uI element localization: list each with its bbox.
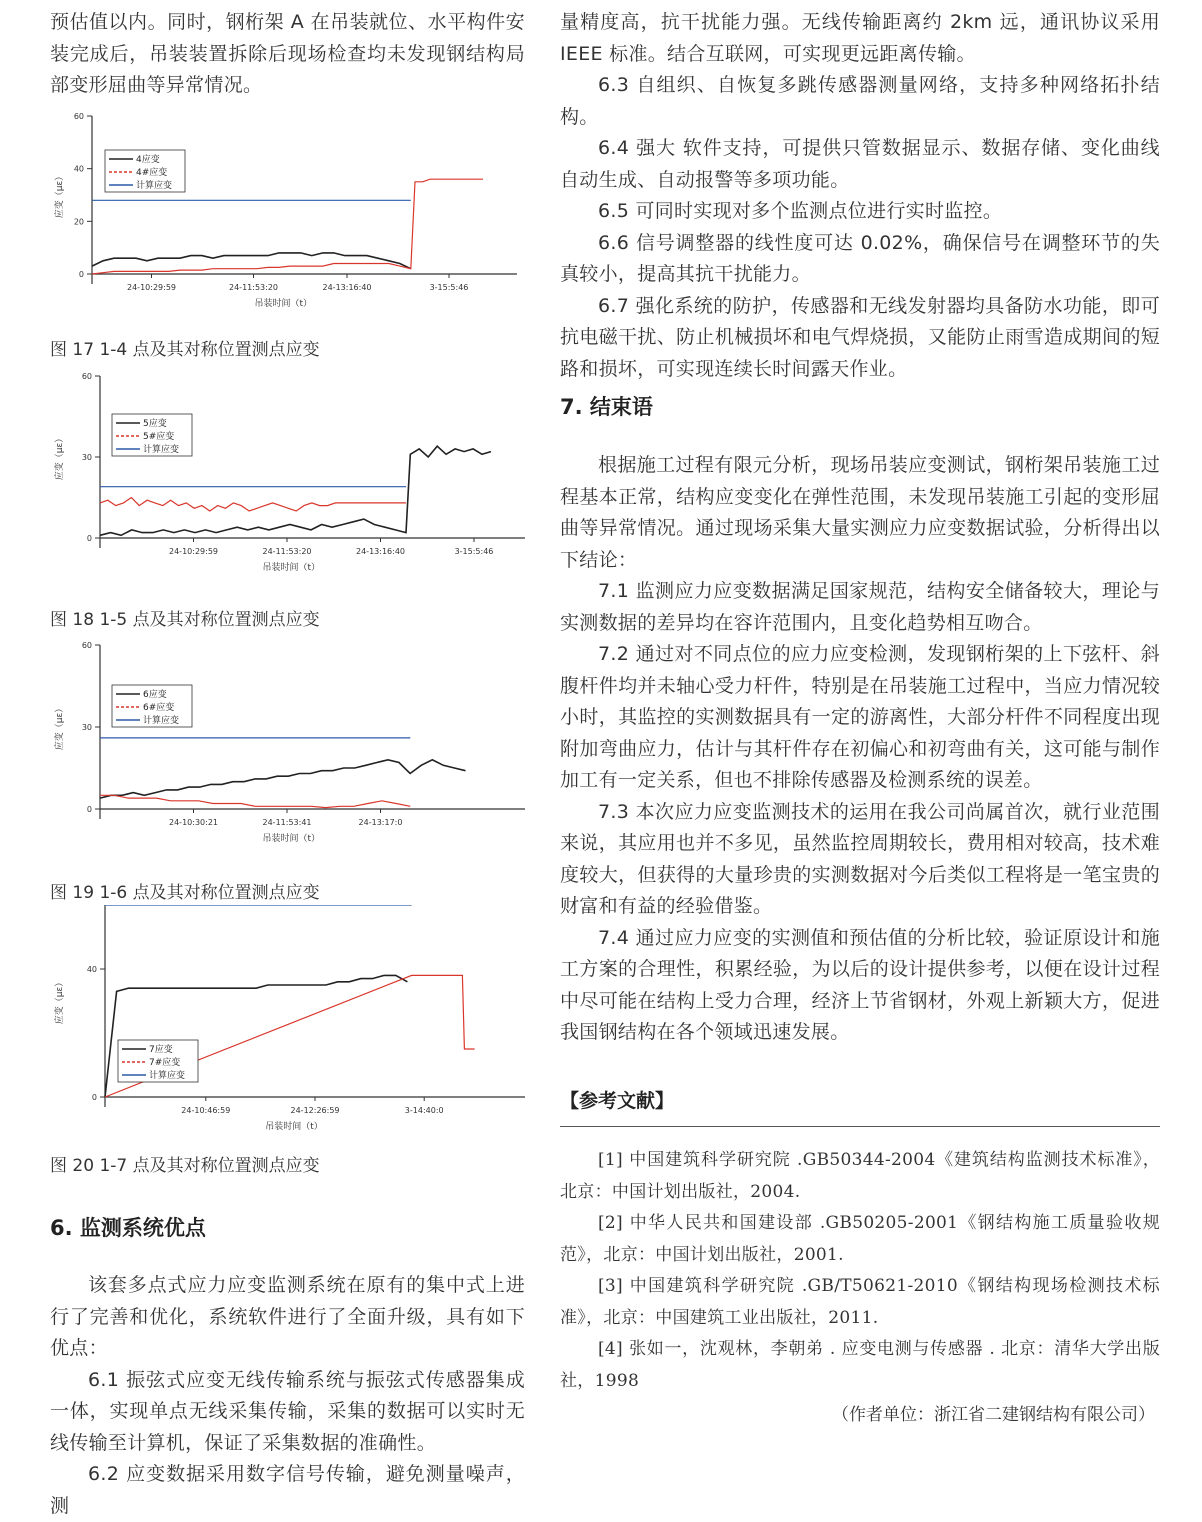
chart-y-tick-label: 0 — [86, 805, 92, 814]
chart-legend-label: 计算应变 — [143, 445, 180, 455]
chart-x-tick-label: 24-13:16:40 — [356, 547, 405, 556]
chart-legend-label: 6应变 — [143, 690, 167, 700]
figure-20-caption: 图 20 1-7 点及其对称位置测点应变 — [50, 1156, 320, 1176]
reference-item: [4] 张如一，沈观林，李朝弟 . 应变电测与传感器 . 北京：清华大学出版社，1998 — [560, 1339, 1160, 1391]
chart-19-svg — [50, 638, 525, 863]
chart-x-tick-label: 24-11:53:20 — [229, 283, 278, 292]
chart-y-tick-label: 40 — [73, 164, 84, 174]
section-6-continued — [560, 7, 1160, 385]
section-6-paragraph: 该套多点式应力应变监测系统在原有的集中式上进行了完善和优化，系统软件进行了全面升级，具有如下优点： — [50, 1274, 525, 1359]
chart-series-line-1 — [92, 253, 411, 269]
chart-legend-label: 5应变 — [143, 419, 167, 429]
body-paragraph: 量精度高，抗干扰能力强。无线传输距离约 2km 远，通讯协议采用 IEEE 标准。结合互联网，可实现更远距离传输。 — [560, 11, 1160, 65]
chart-y-tick-label: 60 — [73, 112, 84, 121]
chart-y-tick-label: 60 — [81, 372, 92, 381]
intro-paragraph: 预估值以内。同时，钢桁架 A 在吊装就位、水平构件安装完成后，吊装装置拆除后现场检查均未发现钢结构局部变形屈曲等异常情况。 — [50, 11, 525, 96]
chart-17 — [50, 110, 525, 324]
chart-x-tick-label: 3-15:5:46 — [454, 547, 494, 556]
chart-legend — [118, 1040, 198, 1082]
chart-17-svg — [50, 110, 525, 320]
section-7-body — [560, 450, 1160, 1049]
reference-item: [1] 中国建筑科学研究院 .GB50344-2004《建筑结构监测技术标准》，北京：中国计划出版社，2004. — [560, 1150, 1160, 1202]
chart-legend-label: 7#应变 — [149, 1058, 181, 1068]
body-paragraph: 6.3 自组织、自恢复多跳传感器测量网络，支持多种网络拓扑结构。 — [560, 74, 1160, 128]
chart-x-axis-label: 吊装时间（t） — [265, 1122, 323, 1132]
section-7-paragraph: 7.4 通过应力应变的实测值和预估值的分析比较，验证原设计和施工方案的合理性，积累经验，为以后的设计提供参考，以便在设计过程中尽可能在结构上受力合理，经济上节省钢材，外观上新颖大方，促进我国钢结构在各个领域迅速发展。 — [560, 926, 1160, 1043]
section-6-body — [50, 1270, 525, 1522]
author-unit: （作者单位：浙江省二建钢结构有限公司） — [832, 1405, 1155, 1425]
section-7-paragraph: 7.3 本次应力应变监测技术的运用在我公司尚属首次，就行业范围来说，其应用也并不多见，虽然监控周期较长，费用相对较高，技术难度较大，但获得的大量珍贵的实测数据对今后类似工程将是一笔宝贵的财富和有益的经验借鉴。 — [560, 800, 1160, 917]
figure-17-caption: 图 17 1-4 点及其对称位置测点应变 — [50, 340, 320, 360]
chart-x-axis-label: 吊装时间（t） — [254, 299, 313, 309]
section-7-heading: 7. 结束语 — [560, 395, 653, 419]
chart-legend — [112, 414, 192, 456]
chart-y-tick-label: 40 — [86, 965, 97, 974]
section-6-paragraph: 6.2 应变数据采用数字信号传输，避免测量噪声，测 — [50, 1463, 525, 1517]
figure-18-caption: 图 18 1-5 点及其对称位置测点应变 — [50, 610, 320, 630]
section-6-heading: 6. 监测系统优点 — [50, 1216, 206, 1240]
chart-legend-label: 计算应变 — [149, 1071, 186, 1081]
references-list — [560, 1145, 1160, 1397]
chart-x-tick-label: 24-10:30:21 — [169, 818, 218, 827]
chart-series-line-2 — [100, 498, 406, 512]
chart-x-tick-label: 24-13:17:0 — [358, 818, 403, 827]
chart-20-svg — [50, 905, 525, 1143]
chart-x-axis-label: 吊装时间（t） — [262, 834, 321, 844]
reference-item: [3] 中国建筑科学研究院 .GB/T50621-2010《钢结构现场检测技术标准》，北京：中国建筑工业出版社，2011. — [560, 1276, 1160, 1328]
chart-x-axis-label: 吊装时间（t） — [262, 563, 321, 573]
chart-x-tick-label: 24-13:16:40 — [322, 283, 372, 292]
chart-legend-label: 5#应变 — [143, 432, 175, 442]
section-7-paragraph: 根据施工过程有限元分析，现场吊装应变测试，钢桁架吊装施工过程基本正常，结构应变变化在弹性范围，未发现吊装施工引起的变形屈曲等异常情况。通过现场采集大量实测应力应变数据试验，分析得出以下结论： — [560, 454, 1160, 571]
chart-legend-label: 4#应变 — [136, 168, 168, 178]
chart-y-axis-label: 应变（με） — [55, 433, 65, 481]
chart-18 — [50, 368, 525, 602]
chart-series-line-1 — [100, 446, 491, 535]
section-7-paragraph: 7.2 通过对不同点位的应力应变检测，发现钢桁架的上下弦杆、斜腹杆件均并未轴心受力杆件，特别是在吊装施工过程中，当应力情况较小时，其监控的实测数据具有一定的游离性，大部分杆件不同程度出现附加弯曲应力，估计与其杆件存在初偏心和初弯曲有关，这可能与制作加工有一定关系，但也不排除传感器及检测系统的误差。 — [560, 643, 1160, 791]
body-paragraph: 6.7 强化系统的防护，传感器和无线发射器均具备防水功能，即可抗电磁干扰、防止机械损坏和电气焊烧损，又能防止雨雪造成期间的短路和损坏，可实现连续长时间露天作业。 — [560, 294, 1160, 380]
chart-19 — [50, 638, 525, 867]
section-7-paragraph: 7.1 监测应力应变数据满足国家规范，结构安全储备较大，理论与实测数据的差异均在容许范围内，且变化趋势相互吻合。 — [560, 580, 1160, 634]
chart-legend — [112, 685, 192, 727]
references-heading: 【参考文献】 — [560, 1090, 675, 1112]
chart-y-tick-label: 60 — [81, 641, 92, 650]
chart-legend — [105, 150, 185, 192]
chart-x-tick-label: 24-12:26:59 — [290, 1106, 340, 1115]
chart-series-line-2 — [100, 795, 410, 807]
chart-y-tick-label: 0 — [78, 270, 84, 279]
chart-x-tick-label: 24-10:29:59 — [127, 283, 176, 292]
chart-y-axis-label: 应变（με） — [55, 703, 65, 751]
reference-item: [2] 中华人民共和国建设部 .GB50205-2001《钢结构施工质量验收规范》，北京：中国计划出版社，2001. — [560, 1213, 1160, 1265]
figure-19-caption: 图 19 1-6 点及其对称位置测点应变 — [50, 883, 320, 903]
chart-x-tick-label: 3-14:40:0 — [404, 1106, 444, 1115]
chart-y-tick-label: 30 — [81, 453, 92, 462]
chart-y-tick-label: 0 — [86, 534, 92, 543]
chart-y-tick-label: 30 — [81, 723, 92, 732]
chart-legend-label: 计算应变 — [136, 181, 173, 191]
chart-y-axis-label: 应变（με） — [55, 977, 65, 1025]
chart-20 — [50, 905, 525, 1147]
body-paragraph: 6.6 信号调整器的线性度可达 0.02%，确保信号在调整环节的失真较小，提高其抗干扰能力。 — [560, 231, 1160, 285]
chart-legend-label: 计算应变 — [143, 716, 180, 726]
body-paragraph: 6.5 可同时实现对多个监测点位进行实时监控。 — [598, 200, 1003, 222]
chart-legend-label: 7应变 — [149, 1045, 173, 1055]
chart-y-tick-label: 20 — [73, 217, 84, 227]
chart-x-tick-label: 3-15:5:46 — [429, 283, 469, 292]
chart-x-tick-label: 24-11:53:20 — [262, 547, 312, 556]
chart-legend-label: 6#应变 — [143, 703, 175, 713]
references-divider — [560, 1126, 1160, 1127]
chart-18-svg — [50, 368, 525, 598]
chart-x-tick-label: 24-11:53:41 — [262, 818, 312, 827]
chart-x-tick-label: 24-10:46:59 — [181, 1106, 231, 1115]
chart-x-tick-label: 24-10:29:59 — [169, 547, 218, 556]
chart-y-tick-label: 0 — [91, 1093, 97, 1102]
chart-y-axis-label: 应变（με） — [55, 171, 65, 219]
chart-series-line-1 — [100, 760, 466, 798]
chart-legend-label: 4应变 — [136, 155, 160, 165]
section-6-paragraph: 6.1 振弦式应变无线传输系统与振弦式传感器集成一体，实现单点无线采集传输，采集的数据可以实时无线传输至计算机，保证了采集数据的准确性。 — [50, 1368, 525, 1454]
body-paragraph: 6.4 强大 软件支持，可提供只管数据显示、数据存储、变化曲线自动生成、自动报警等多项功能。 — [560, 137, 1160, 191]
